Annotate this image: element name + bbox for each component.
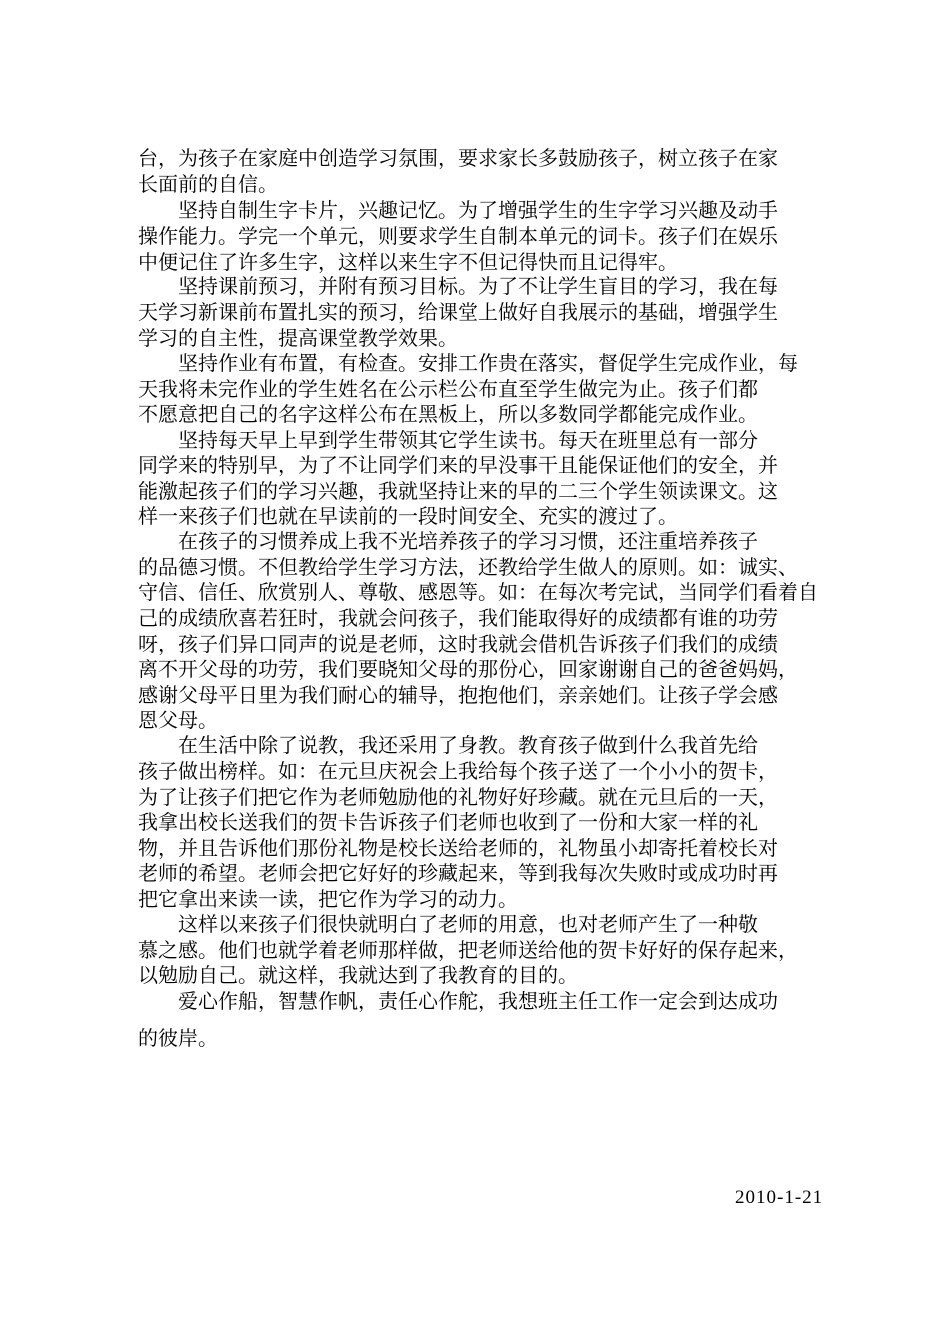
text-line: 物，并且告诉他们那份礼物是校长送给老师的，礼物虽小却寄托着校长对 — [138, 836, 778, 860]
text-line: 同学来的特别早，为了不让同学们来的早没事干且能保证他们的安全，并 — [138, 453, 778, 477]
text-line: 不愿意把自己的名字这样公布在黑板上，所以多数同学都能完成作业。 — [138, 402, 758, 426]
text-line: 能激起孩子们的学习兴趣，我就坚持让来的早的二三个学生领读课文。这 — [138, 479, 778, 503]
document-date: 2010-1-21 — [735, 1187, 824, 1208]
text-line: 坚持作业有布置，有检查。安排工作贵在落实，督促学生完成作业，每 — [138, 351, 798, 375]
text-line: 的彼岸。 — [138, 1026, 218, 1050]
text-line: 中便记住了许多生字，这样以来生字不但记得快而且记得牢。 — [138, 250, 678, 274]
text-line: 的品德习惯。不但教给学生学习方法，还教给学生做人的原则。如：诚实、 — [138, 555, 798, 579]
text-line: 这样以来孩子们很快就明白了老师的用意，也对老师产生了一种敬 — [138, 912, 758, 936]
text-line: 为了让孩子们把它作为老师勉励他的礼物好好珍藏。就在元旦后的一天， — [138, 785, 778, 809]
text-line: 天学习新课前布置扎实的预习，给课堂上做好自我展示的基础，增强学生 — [138, 300, 778, 324]
text-line: 坚持课前预习，并附有预习目标。为了不让学生盲目的学习，我在每 — [138, 274, 778, 298]
text-line: 天我将未完作业的学生姓名在公示栏公布直至学生做完为止。孩子们都 — [138, 377, 758, 401]
text-line: 老师的希望。老师会把它好好的珍藏起来，等到我每次失败时或成功时再 — [138, 861, 778, 885]
text-line: 感谢父母平日里为我们耐心的辅导，抱抱他们，亲亲她们。让孩子学会感 — [138, 683, 778, 707]
text-line: 坚持自制生字卡片，兴趣记忆。为了增强学生的生字学习兴趣及动手 — [138, 198, 778, 222]
text-line: 在生活中除了说教，我还采用了身教。教育孩子做到什么我首先给 — [138, 733, 758, 757]
text-line: 离不开父母的功劳，我们要晓知父母的那份心，回家谢谢自己的爸爸妈妈， — [138, 657, 798, 681]
text-line: 慕之感。他们也就学着老师那样做，把老师送给他的贺卡好好的保存起来， — [138, 938, 798, 962]
text-line: 己的成绩欣喜若狂时，我就会问孩子，我们能取得好的成绩都有谁的功劳 — [138, 606, 778, 630]
text-line: 坚持每天早上早到学生带领其它学生读书。每天在班里总有一部分 — [138, 428, 758, 452]
text-line: 呀，孩子们异口同声的说是老师，这时我就会借机告诉孩子们我们的成绩 — [138, 632, 778, 656]
text-line: 爱心作船，智慧作帆，责任心作舵，我想班主任工作一定会到达成功 — [138, 989, 778, 1013]
text-line: 长面前的自信。 — [138, 172, 278, 196]
text-line: 我拿出校长送我们的贺卡告诉孩子们老师也收到了一份和大家一样的礼 — [138, 810, 758, 834]
text-line: 台，为孩子在家庭中创造学习氛围，要求家长多鼓励孩子，树立孩子在家 — [138, 146, 778, 170]
text-line: 孩子做出榜样。如：在元旦庆祝会上我给每个孩子送了一个小小的贺卡， — [138, 759, 778, 783]
text-line: 以勉励自己。就这样，我就达到了我教育的目的。 — [138, 963, 578, 987]
text-line: 学习的自主性，提高课堂教学效果。 — [138, 326, 458, 350]
text-line: 把它拿出来读一读，把它作为学习的动力。 — [138, 887, 518, 911]
text-line: 守信、信任、欣赏别人、尊敬、感恩等。如：在每次考完试，当同学们看着自 — [138, 580, 818, 604]
text-line: 操作能力。学完一个单元，则要求学生自制本单元的词卡。孩子们在娱乐 — [138, 224, 778, 248]
text-line: 恩父母。 — [138, 708, 218, 732]
text-line: 在孩子的习惯养成上我不光培养孩子的学习习惯，还注重培养孩子 — [138, 529, 758, 553]
text-line: 样一来孩子们也就在早读前的一段时间安全、充实的渡过了。 — [138, 504, 678, 528]
